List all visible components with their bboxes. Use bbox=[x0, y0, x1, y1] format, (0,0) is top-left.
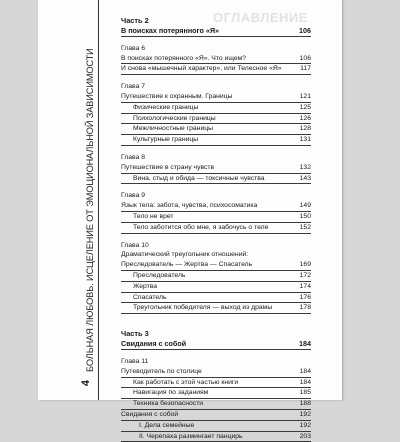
toc-entry[interactable] bbox=[121, 54, 311, 65]
running-head-rule bbox=[98, 0, 99, 400]
toc-entry-page: 126 bbox=[296, 114, 311, 124]
toc-entry-page: 128 bbox=[296, 124, 311, 134]
book-page bbox=[38, 0, 342, 400]
toc-entry-title: Как работать с этой частью книги bbox=[133, 378, 296, 388]
toc-entry-title: Жертва bbox=[133, 282, 296, 292]
toc-entry[interactable] bbox=[121, 212, 311, 223]
toc-entry-page: 150 bbox=[296, 212, 311, 222]
chapter-label: Глава 10 bbox=[121, 241, 311, 251]
toc-entry[interactable] bbox=[121, 282, 311, 293]
toc-entry-intro: Драматический треугольник отношений: bbox=[121, 250, 311, 260]
toc-entry-title: Свидания с собой bbox=[121, 410, 296, 420]
toc-entry[interactable] bbox=[121, 223, 311, 234]
toc-entry-title: Вина, стыд и обида — токсичные чувства bbox=[133, 174, 296, 184]
toc-entry-title: I. Дела семейные bbox=[139, 421, 296, 431]
toc-entry-title: II. Черепаха размингает панцирь bbox=[139, 432, 296, 442]
part-label: Часть 2 bbox=[121, 16, 311, 26]
toc-entry-page: 178 bbox=[296, 303, 311, 313]
toc-entry-page: 192 bbox=[296, 421, 311, 431]
toc-entry-title: Спасатель bbox=[133, 293, 296, 303]
toc-entry-title: В поисках потерянного «Я» bbox=[121, 26, 295, 36]
running-head: БОЛЬНАЯ ЛЮБОВЬ. ИСЦЕЛЕНИЕ ОТ ЭМОЦИОНАЛЬНОЙ ЗАВИСИМОСТИ bbox=[85, 12, 97, 372]
chapter-label: Глава 9 bbox=[121, 191, 311, 201]
toc-entry-title: В поисках потерянного «Я». Что ищем? bbox=[121, 54, 296, 64]
toc-entry-page: 131 bbox=[296, 135, 311, 145]
toc-entry[interactable] bbox=[121, 103, 311, 114]
toc-entry-title: Техника безопасности bbox=[133, 399, 296, 409]
toc-entry-part-title[interactable] bbox=[121, 26, 311, 37]
toc-entry-title: Тело не врет bbox=[133, 212, 296, 222]
toc-entry-page: 185 bbox=[296, 388, 311, 398]
chapter-label: Глава 7 bbox=[121, 82, 311, 92]
toc-entry[interactable] bbox=[121, 201, 311, 212]
toc-entry-page: 174 bbox=[296, 282, 311, 292]
toc-entry[interactable] bbox=[121, 421, 311, 432]
toc-entry-page: 172 bbox=[296, 271, 311, 281]
toc-entry-page: 125 bbox=[296, 103, 311, 113]
toc-entry[interactable] bbox=[121, 271, 311, 282]
toc-entry[interactable] bbox=[121, 64, 311, 75]
toc-entry-page: 149 bbox=[296, 201, 311, 211]
chapter-label: Глава 6 bbox=[121, 44, 311, 54]
toc-entry[interactable] bbox=[121, 388, 311, 399]
toc-entry-title: Треугольник победителя — выход из драмы bbox=[133, 303, 296, 313]
bleed-through-heading: ОГЛАВЛЕНИЕ bbox=[213, 10, 308, 25]
toc-entry-page: 152 bbox=[296, 223, 311, 233]
toc-entry[interactable] bbox=[121, 260, 311, 271]
toc-entry[interactable] bbox=[121, 135, 311, 146]
toc-entry[interactable] bbox=[121, 163, 311, 174]
table-of-contents bbox=[121, 16, 311, 442]
toc-entry-page: 132 bbox=[296, 163, 311, 173]
toc-entry-page: 192 bbox=[296, 410, 311, 420]
page-number: 4 bbox=[80, 380, 92, 386]
toc-entry-page: 184 bbox=[296, 367, 311, 377]
toc-entry[interactable] bbox=[121, 114, 311, 125]
toc-entry-title: Психологические границы bbox=[133, 114, 296, 124]
toc-entry[interactable] bbox=[121, 378, 311, 389]
toc-entry[interactable] bbox=[121, 174, 311, 185]
toc-entry-page: 117 bbox=[296, 64, 311, 74]
toc-entry-title: Физические границы bbox=[133, 103, 296, 113]
toc-entry-title: Навигация по заданиям bbox=[133, 388, 296, 398]
toc-entry-page: 184 bbox=[296, 378, 311, 388]
toc-entry[interactable] bbox=[121, 367, 311, 378]
toc-entry-title: Культурные границы bbox=[133, 135, 296, 145]
chapter-label: Глава 11 bbox=[121, 357, 311, 367]
toc-entry-page: 203 bbox=[296, 432, 311, 442]
toc-entry-title: Преследователь bbox=[133, 271, 296, 281]
toc-entry[interactable] bbox=[121, 432, 311, 442]
toc-entry-title: Путеводитель по столице bbox=[121, 367, 296, 377]
toc-entry[interactable] bbox=[121, 303, 311, 314]
toc-entry[interactable] bbox=[121, 124, 311, 135]
toc-entry-title: Тело заботится обо мне, я забочусь о теле bbox=[133, 223, 296, 233]
toc-entry-page: 188 bbox=[296, 399, 311, 409]
part-label: Часть 3 bbox=[121, 329, 311, 339]
toc-entry-title: Путешествие к охранным. Границы bbox=[121, 92, 296, 102]
toc-entry-part-title[interactable] bbox=[121, 339, 311, 350]
toc-entry-title: Путешествие в страну чувств bbox=[121, 163, 296, 173]
toc-entry-title: Межличностные границы bbox=[133, 124, 296, 134]
chapter-label: Глава 8 bbox=[121, 153, 311, 163]
toc-entry-page: 176 bbox=[296, 293, 311, 303]
toc-entry-page: 184 bbox=[295, 339, 311, 349]
toc-entry[interactable] bbox=[121, 92, 311, 103]
toc-entry-page: 121 bbox=[296, 92, 311, 102]
toc-entry-title: Преследователь — Жертва — Спасатель bbox=[121, 260, 296, 270]
toc-entry-page: 106 bbox=[296, 54, 311, 64]
toc-entry-title: Язык тела: забота, чувства, психосоматика bbox=[121, 201, 296, 211]
toc-entry-title: И снова «мышечный характер», или Телесное «Я» bbox=[121, 64, 296, 74]
toc-entry-page: 169 bbox=[296, 260, 311, 270]
toc-entry-title: Свидания с собой bbox=[121, 339, 295, 349]
toc-entry[interactable] bbox=[121, 293, 311, 304]
toc-entry-page: 143 bbox=[296, 174, 311, 184]
toc-entry[interactable] bbox=[121, 399, 311, 410]
toc-entry[interactable] bbox=[121, 410, 311, 421]
toc-entry-page: 106 bbox=[295, 26, 311, 36]
